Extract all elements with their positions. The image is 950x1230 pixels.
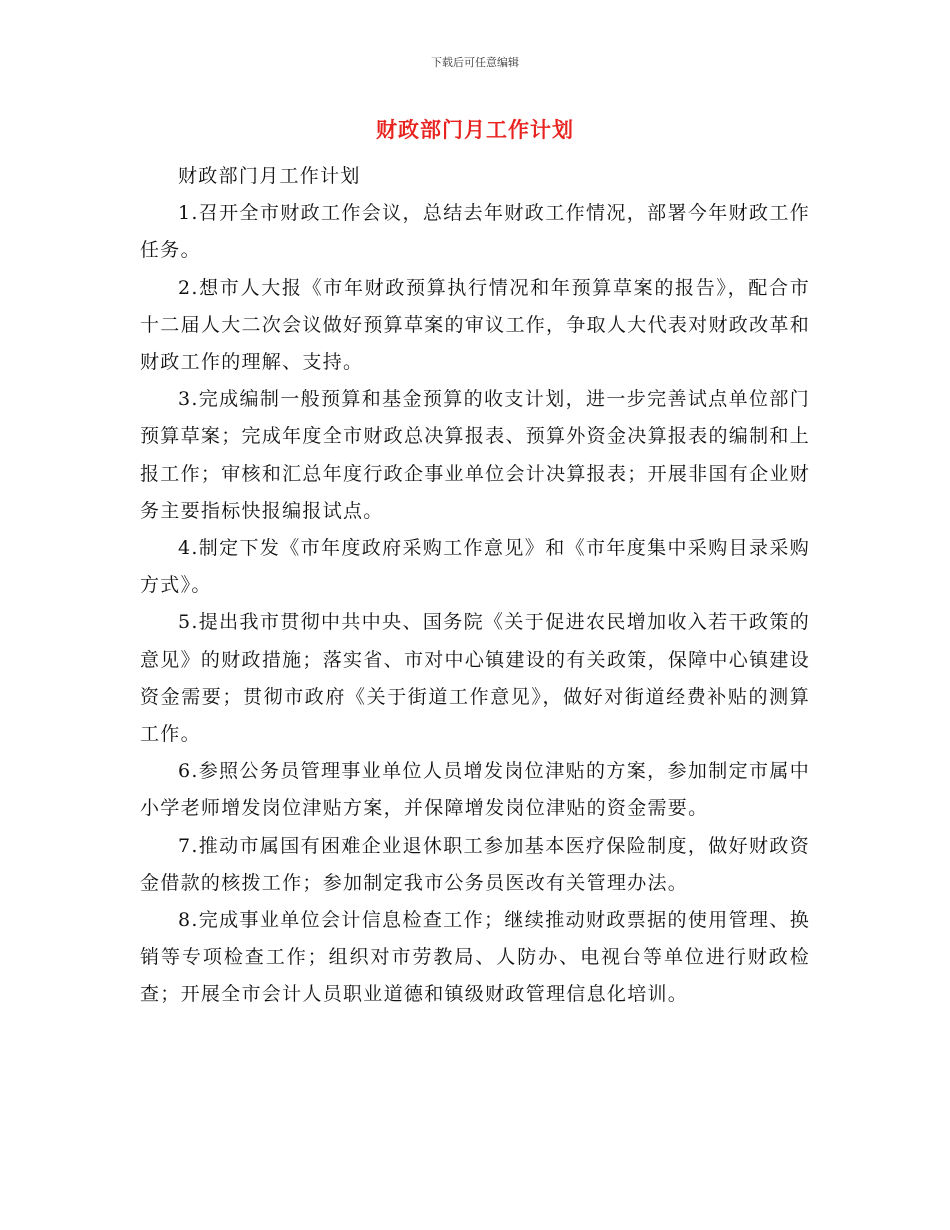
document-body (140, 158, 810, 1014)
paragraph-7: 7.推动市属国有困难企业退休职工参加基本医疗保险制度，做好财政资金借款的核拨工作；参加制定我市公务员医改有关管理办法。 (140, 834, 810, 894)
paragraph-2: 2.想市人大报《市年财政预算执行情况和年预算草案的报告》，配合市十二届人大二次会议做好预算草案的审议工作，争取人大代表对财政改革和财政工作的理解、支持。 (140, 276, 810, 374)
paragraph-8: 8.完成事业单位会计信息检查工作；继续推动财政票据的使用管理、换销等专项检查工作；组织对市劳教局、人防办、电视台等单位进行财政检查；开展全市会计人员职业道德和镇级财政管理信息化培训。 (140, 909, 810, 1006)
paragraph-4: 4.制定下发《市年度政府采购工作意见》和《市年度集中采购目录采购方式》。 (140, 537, 810, 597)
paragraph-6: 6.参照公务员管理事业单位人员增发岗位津贴的方案，参加制定市属中小学老师增发岗位津贴方案，并保障增发岗位津贴的资金需要。 (140, 760, 810, 820)
paragraph-3: 3.完成编制一般预算和基金预算的收支计划，进一步完善试点单位部门预算草案；完成年度全市财政总决算报表、预算外资金决算报表的编制和上报工作；审核和汇总年度行政企事业单位会计决算报表；开展非国有企业财务主要指标快报编报试点。 (140, 388, 810, 522)
paragraph-1: 1.召开全市财政工作会议，总结去年财政工作情况，部署今年财政工作任务。 (140, 202, 810, 262)
header-note: 下载后可任意编辑 (431, 56, 519, 69)
document-subtitle: 财政部门月工作计划 (178, 165, 361, 187)
document-title: 财政部门月工作计划 (376, 118, 574, 142)
paragraph-5: 5.提出我市贯彻中共中央、国务院《关于促进农民增加收入若干政策的意见》的财政措施；落实省、市对中心镇建设的有关政策，保障中心镇建设资金需要；贯彻市政府《关于街道工作意见》，做好对街道经费补贴的测算工作。 (140, 611, 810, 746)
